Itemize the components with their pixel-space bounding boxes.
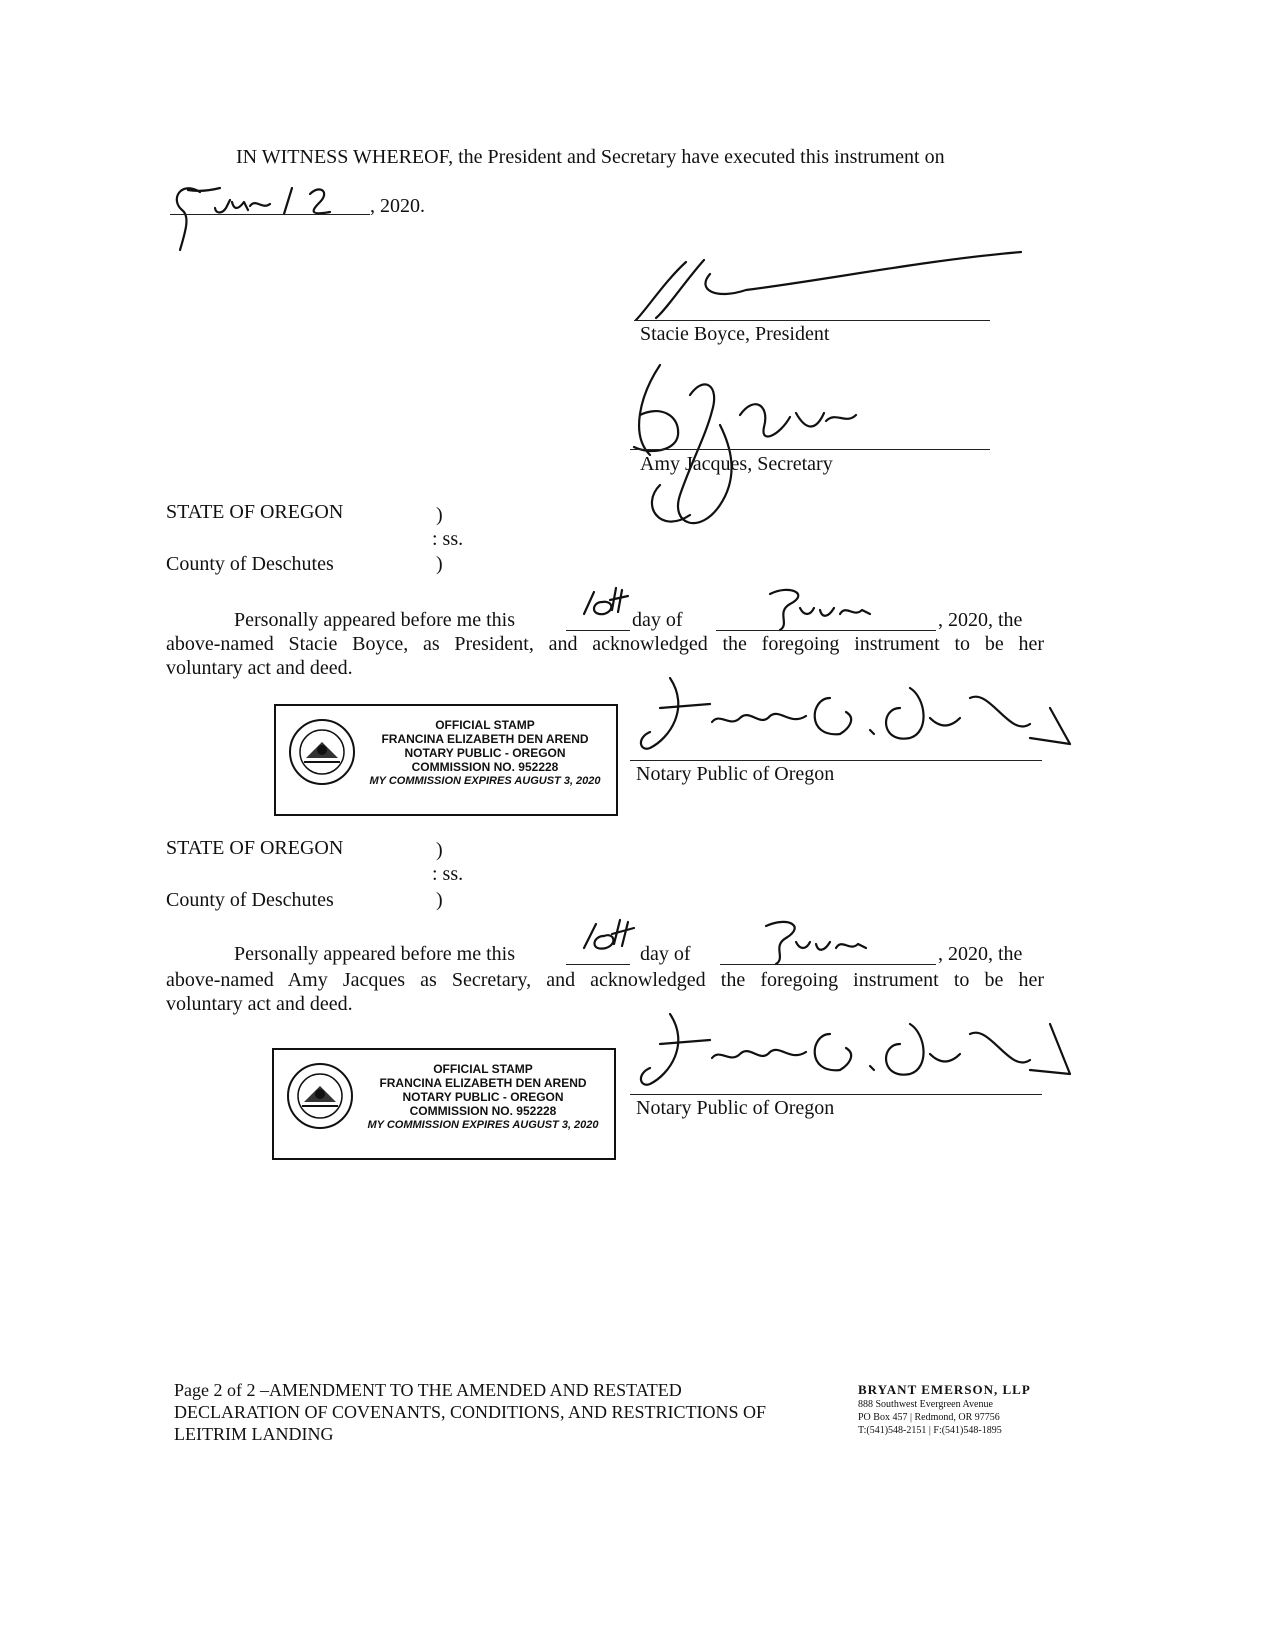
witness-date-line: [170, 214, 370, 215]
oregon-seal-icon: [288, 718, 356, 786]
president-signature-line: [634, 320, 990, 321]
day-line: [566, 964, 630, 965]
oregon-seal-icon: [286, 1062, 354, 1130]
venue-paren-top: ): [436, 839, 443, 861]
firm-block: [858, 1382, 1031, 1437]
venue-paren-bottom: ): [436, 889, 443, 911]
secretary-label: Amy Jacques, Secretary: [640, 453, 833, 475]
notary-signature: [630, 1004, 1090, 1104]
stamp-commission: COMMISSION NO. 952228: [409, 1104, 557, 1118]
acknowledgment-year: , 2020, the: [938, 609, 1023, 631]
president-label: Stacie Boyce, President: [640, 323, 830, 345]
official-stamp: [274, 704, 618, 816]
acknowledgment-line-3: voluntary act and deed.: [166, 657, 353, 679]
footer-title-line-2: DECLARATION OF COVENANTS, CONDITIONS, AND RESTRICTIONS OF: [174, 1402, 767, 1422]
firm-name: BRYANT EMERSON, LLP: [858, 1382, 1031, 1397]
stamp-role: NOTARY PUBLIC - OREGON: [402, 1090, 564, 1104]
stamp-commission: COMMISSION NO. 952228: [411, 760, 559, 774]
stamp-title: OFFICIAL STAMP: [435, 718, 535, 732]
stamp-title: OFFICIAL STAMP: [433, 1062, 533, 1076]
venue-paren-bottom: ): [436, 553, 443, 575]
notary-signature-line: [630, 1094, 1042, 1095]
venue-county: County of Deschutes: [166, 889, 334, 911]
venue-state: STATE OF OREGON: [166, 837, 344, 859]
stamp-name: FRANCINA ELIZABETH DEN AREND: [379, 1076, 587, 1090]
handwritten-month: [750, 584, 890, 634]
stamp-name: FRANCINA ELIZABETH DEN AREND: [381, 732, 589, 746]
venue-ss: : ss.: [432, 863, 464, 885]
firm-address: 888 Southwest Evergreen Avenue: [858, 1399, 993, 1410]
venue-county: County of Deschutes: [166, 553, 334, 575]
footer-title-line-3: LEITRIM LANDING: [174, 1424, 334, 1444]
notary-label: Notary Public of Oregon: [636, 1097, 835, 1119]
stamp-expires: MY COMMISSION EXPIRES AUGUST 3, 2020: [369, 775, 601, 787]
notary-signature-line: [630, 760, 1042, 761]
month-line: [716, 630, 936, 631]
acknowledgment-day-of: day of: [640, 943, 691, 965]
acknowledgment-line-2: above-named Stacie Boyce, as President, and acknowledged the foregoing instrument to be her: [166, 633, 1044, 655]
acknowledgment-lead: Personally appeared before me this: [234, 943, 516, 965]
stamp-role: NOTARY PUBLIC - OREGON: [404, 746, 566, 760]
venue-paren-top: ): [436, 504, 443, 526]
handwritten-month: [744, 916, 884, 968]
month-line: [720, 964, 936, 965]
secretary-signature: [620, 355, 900, 545]
witness-year: , 2020.: [370, 195, 425, 217]
notary-label: Notary Public of Oregon: [636, 763, 835, 785]
handwritten-date-june-12: [160, 170, 370, 260]
footer-title-line-1: Page 2 of 2 –AMENDMENT TO THE AMENDED AND RESTATED: [174, 1380, 682, 1400]
stamp-expires: MY COMMISSION EXPIRES AUGUST 3, 2020: [367, 1119, 599, 1131]
venue-state: STATE OF OREGON: [166, 501, 344, 523]
notary-signature: [630, 668, 1090, 768]
acknowledgment-day-of: day of: [632, 609, 683, 631]
witness-intro: IN WITNESS WHEREOF, the President and Secretary have executed this instrument on: [236, 146, 945, 168]
acknowledgment-line-3: voluntary act and deed.: [166, 993, 353, 1015]
firm-po-box: PO Box 457 | Redmond, OR 97756: [858, 1412, 1000, 1423]
day-line: [566, 630, 630, 631]
secretary-signature-line: [630, 449, 990, 450]
acknowledgment-line-2: above-named Amy Jacques as Secretary, and acknowledged the foregoing instrument to be her: [166, 969, 1044, 991]
firm-phone: T:(541)548-2151 | F:(541)548-1895: [858, 1425, 1002, 1436]
official-stamp: [272, 1048, 616, 1160]
venue-ss: : ss.: [432, 528, 464, 550]
acknowledgment-lead: Personally appeared before me this: [234, 609, 516, 631]
acknowledgment-year: , 2020, the: [938, 943, 1023, 965]
